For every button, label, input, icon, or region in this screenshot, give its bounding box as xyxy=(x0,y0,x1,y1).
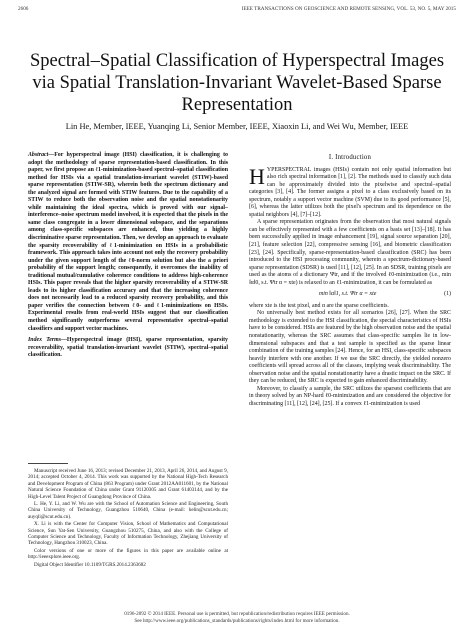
equation-number: (1) xyxy=(444,291,451,298)
equation-body: min ‖α‖1, s.t. Ψtr α = xte xyxy=(319,291,377,298)
index-terms xyxy=(28,337,228,360)
abstract-text: —For hyperspectral image (HSI) classification, it is challenging to adopt the methodology of sparse representation-based classification. In this paper, we first propose an ℓ1-minimization-based spectral–spatial classification method for HSIs via a spatial translation-invariant wavelet (STIW)-based sparse representation (STIW-SR), wherein both the spectrum dictionary and the analyzed signal are formed with STIW features. Due to the capability of a STIW to reduce both the observation noise and the spatial nonstationarity while maintaining the ideal spectra, which is proved with our signal–interference–noise spectrum model involved, it is expected that the pixels in the same class congregate in a lower dimensional subspace, and the separations among class-specific subspaces are enhanced, thus yielding a highly discriminative sparse representation. Then, we develop an approach to evaluate the sparsity recoverability of ℓ1-minimization on HSIs in a probabilistic framework. This approach takes into account not only the recovery probability under the given support length of the ℓ0-norm solution but also the a priori probability of the support length; consequently, it overcomes the inability of traditional mutual/cumulative coherence conditions to address high-coherence HSIs. This paper reveals that the higher sparsity recoverability of a STIW-SR leads to its higher classification accuracy and that the increasing coherence does not necessarily lead to a reduced sparsity recovery probability, and this paper verifies the connection between ℓ0- and ℓ1-minimizations on HSIs. Experimental results from real-world HSIs suggest that our classification method significantly outperforms several representative spectral–spatial classifiers and support vector machines. xyxy=(28,152,228,332)
copyright-footer xyxy=(20,611,454,624)
footnote-affiliation-1: L. He, Y. Li, and W. Wu are with the School of Automation Science and Engineering, South China University of Technology, Guangzhou 510640, China (e-mail: helin@scut.edu.cn; auyqli@scut.edu.cn). xyxy=(28,501,228,520)
section-heading: I. Introduction xyxy=(328,154,372,161)
copyright-line-1: 0196-2892 © 2014 IEEE. Personal use is permitted, but republication/redistribution requires IEEE permission. xyxy=(124,611,350,618)
page-number: 2606 xyxy=(18,6,29,12)
intro-paragraph-3: where xte is the test pixel, and α are the sparse coefficients. xyxy=(249,302,389,309)
footnote-divider xyxy=(28,463,68,464)
running-header xyxy=(18,6,456,16)
footnote-affiliation-2: X. Li is with the Center for Computer Vision, School of Mathematics and Computational Science, Sun Yat-Sen University, Guangzhou 510275, China, and also with the College of Computer Science and Technology, Faculty of Information Technology, Zhejiang University of Technology, Hangzhou 310023, China. xyxy=(28,521,228,547)
intro-paragraph-5: Moreover, to classify a sample, the SRC utilizes the sparsest coefficients that are in theory solved by an NP-hard ℓ0-minimization and are considered the objective for discriminating [11], [12], [24], [25]. If a convex ℓ1-minimization is used xyxy=(249,385,451,407)
footnote-doi: Digital Object Identifier 10.1109/TGRS.2014.2363682 xyxy=(34,561,146,568)
intro-paragraph-2: A sparse representation originates from the observation that most natural signals can be effectively represented with a few coefficients on a basis set [13]–[18]. It has been successfully applied in image enhancement [19], signal source separation [20], [21], feature selection [22], compressive sensing [16], and biometric classification [23], [24]. Specifically, sparse-representation-based classification (SRC) has been introduced to the HSI processing community, wherein a spectrum-dictionary-based sparse representation (SDSR) is used [11], [12], [25]. In an SDSR, training pixels are used as the atoms of a dictionary Ψtr, and if the involved ℓ0-minimization (i.e., min ‖α‖0, s.t. Ψtr α = xte) is relaxed to an ℓ1-minimization, it can be formulated as xyxy=(249,219,451,286)
index-terms-text: —Hyperspectral image (HSI), sparse representation, sparsity recoverability, spatial translation-invariant wavelet (STIW), spectral–spatial classification. xyxy=(28,337,228,359)
right-column xyxy=(249,152,451,409)
abstract-label: Abstract xyxy=(28,152,49,158)
paper-title: Spectral–Spatial Classification of Hyperspectral Images via Spatial Translation-Invariant Wavelet-Based Sparse Representation xyxy=(29,51,445,115)
footnote-color: Color versions of one or more of the figures in this paper are available online at http://ieeexplore.ieee.org. xyxy=(28,547,228,561)
left-column xyxy=(28,152,228,360)
intro-paragraph-4: No universally best method exists for all scenarios [26], [27]. When the SRC methodology is extended to the HSI classification, the special characteristics of HSIs have to be considered. HSIs are featured by the high observation noise and the spatial nonstationarity, whereas the SRC assumes that class-specific samples lie in low-dimensional subspaces and that a test sample is specified as the sparse linear combination of the training samples [24]. Hence, for an HSI, class-specific subspaces heavily interfere with one another. If we use the SRC directly, the yielded nonzero coefficients will spread across all of the classes, implying weak discriminability. The observation noise and the spatial nonstationarity have a drastic impact on the SRC. If they can be reduced, the SRC is expected to gain enhanced discriminability. xyxy=(249,310,451,385)
equation-1 xyxy=(249,291,451,299)
footnote-manuscript: Manuscript received June 16, 2013; revised December 21, 2013, April 26, 2014, and August 9, 2014; accepted October 4, 2014. This work was supported by the National High-Tech Research and Development Program of China (863 Program) under Grant 2012AA011601, by the National Natural Science Foundation of China under Grant 91120305 and Grant 61403144, and by the High-Level Talent Project of Guangdong Province of China. xyxy=(28,468,228,500)
footnotes xyxy=(28,468,228,569)
abstract xyxy=(28,152,228,333)
author-list: Lin He, Member, IEEE, Yuanqing Li, Senior Member, IEEE, Xiaoxin Li, and Wei Wu, Member, IEEE xyxy=(65,122,409,131)
copyright-line-2: See http://www.ieee.org/publications_standards/publications/rights/index.html for more information. xyxy=(134,617,340,624)
intro-paragraph-1-text: YPERSPECTRAL images (HSIs) contain not only spatial information but also rich spectral information [1], [2]. The methods used to classify such data can be approximately divided into the pixelwise and spectral–spatial categories [3], [4]. The former assigns a pixel to a class exclusively based on its spectrum, notably a support vector machine (SVM) due to its good performance [5], [6], whereas the latter utilizes both the pixel's spectrum and its dependence on the spatial neighbors [4], [7]–[12]. xyxy=(249,166,451,218)
drop-cap: H xyxy=(249,163,265,189)
intro-paragraph-1 xyxy=(249,163,451,220)
index-terms-label: Index Terms xyxy=(28,337,62,344)
journal-name: IEEE TRANSACTIONS ON GEOSCIENCE AND REMOTE SENSING, VOL. 53, NO. 5, MAY 2015 xyxy=(241,6,456,12)
